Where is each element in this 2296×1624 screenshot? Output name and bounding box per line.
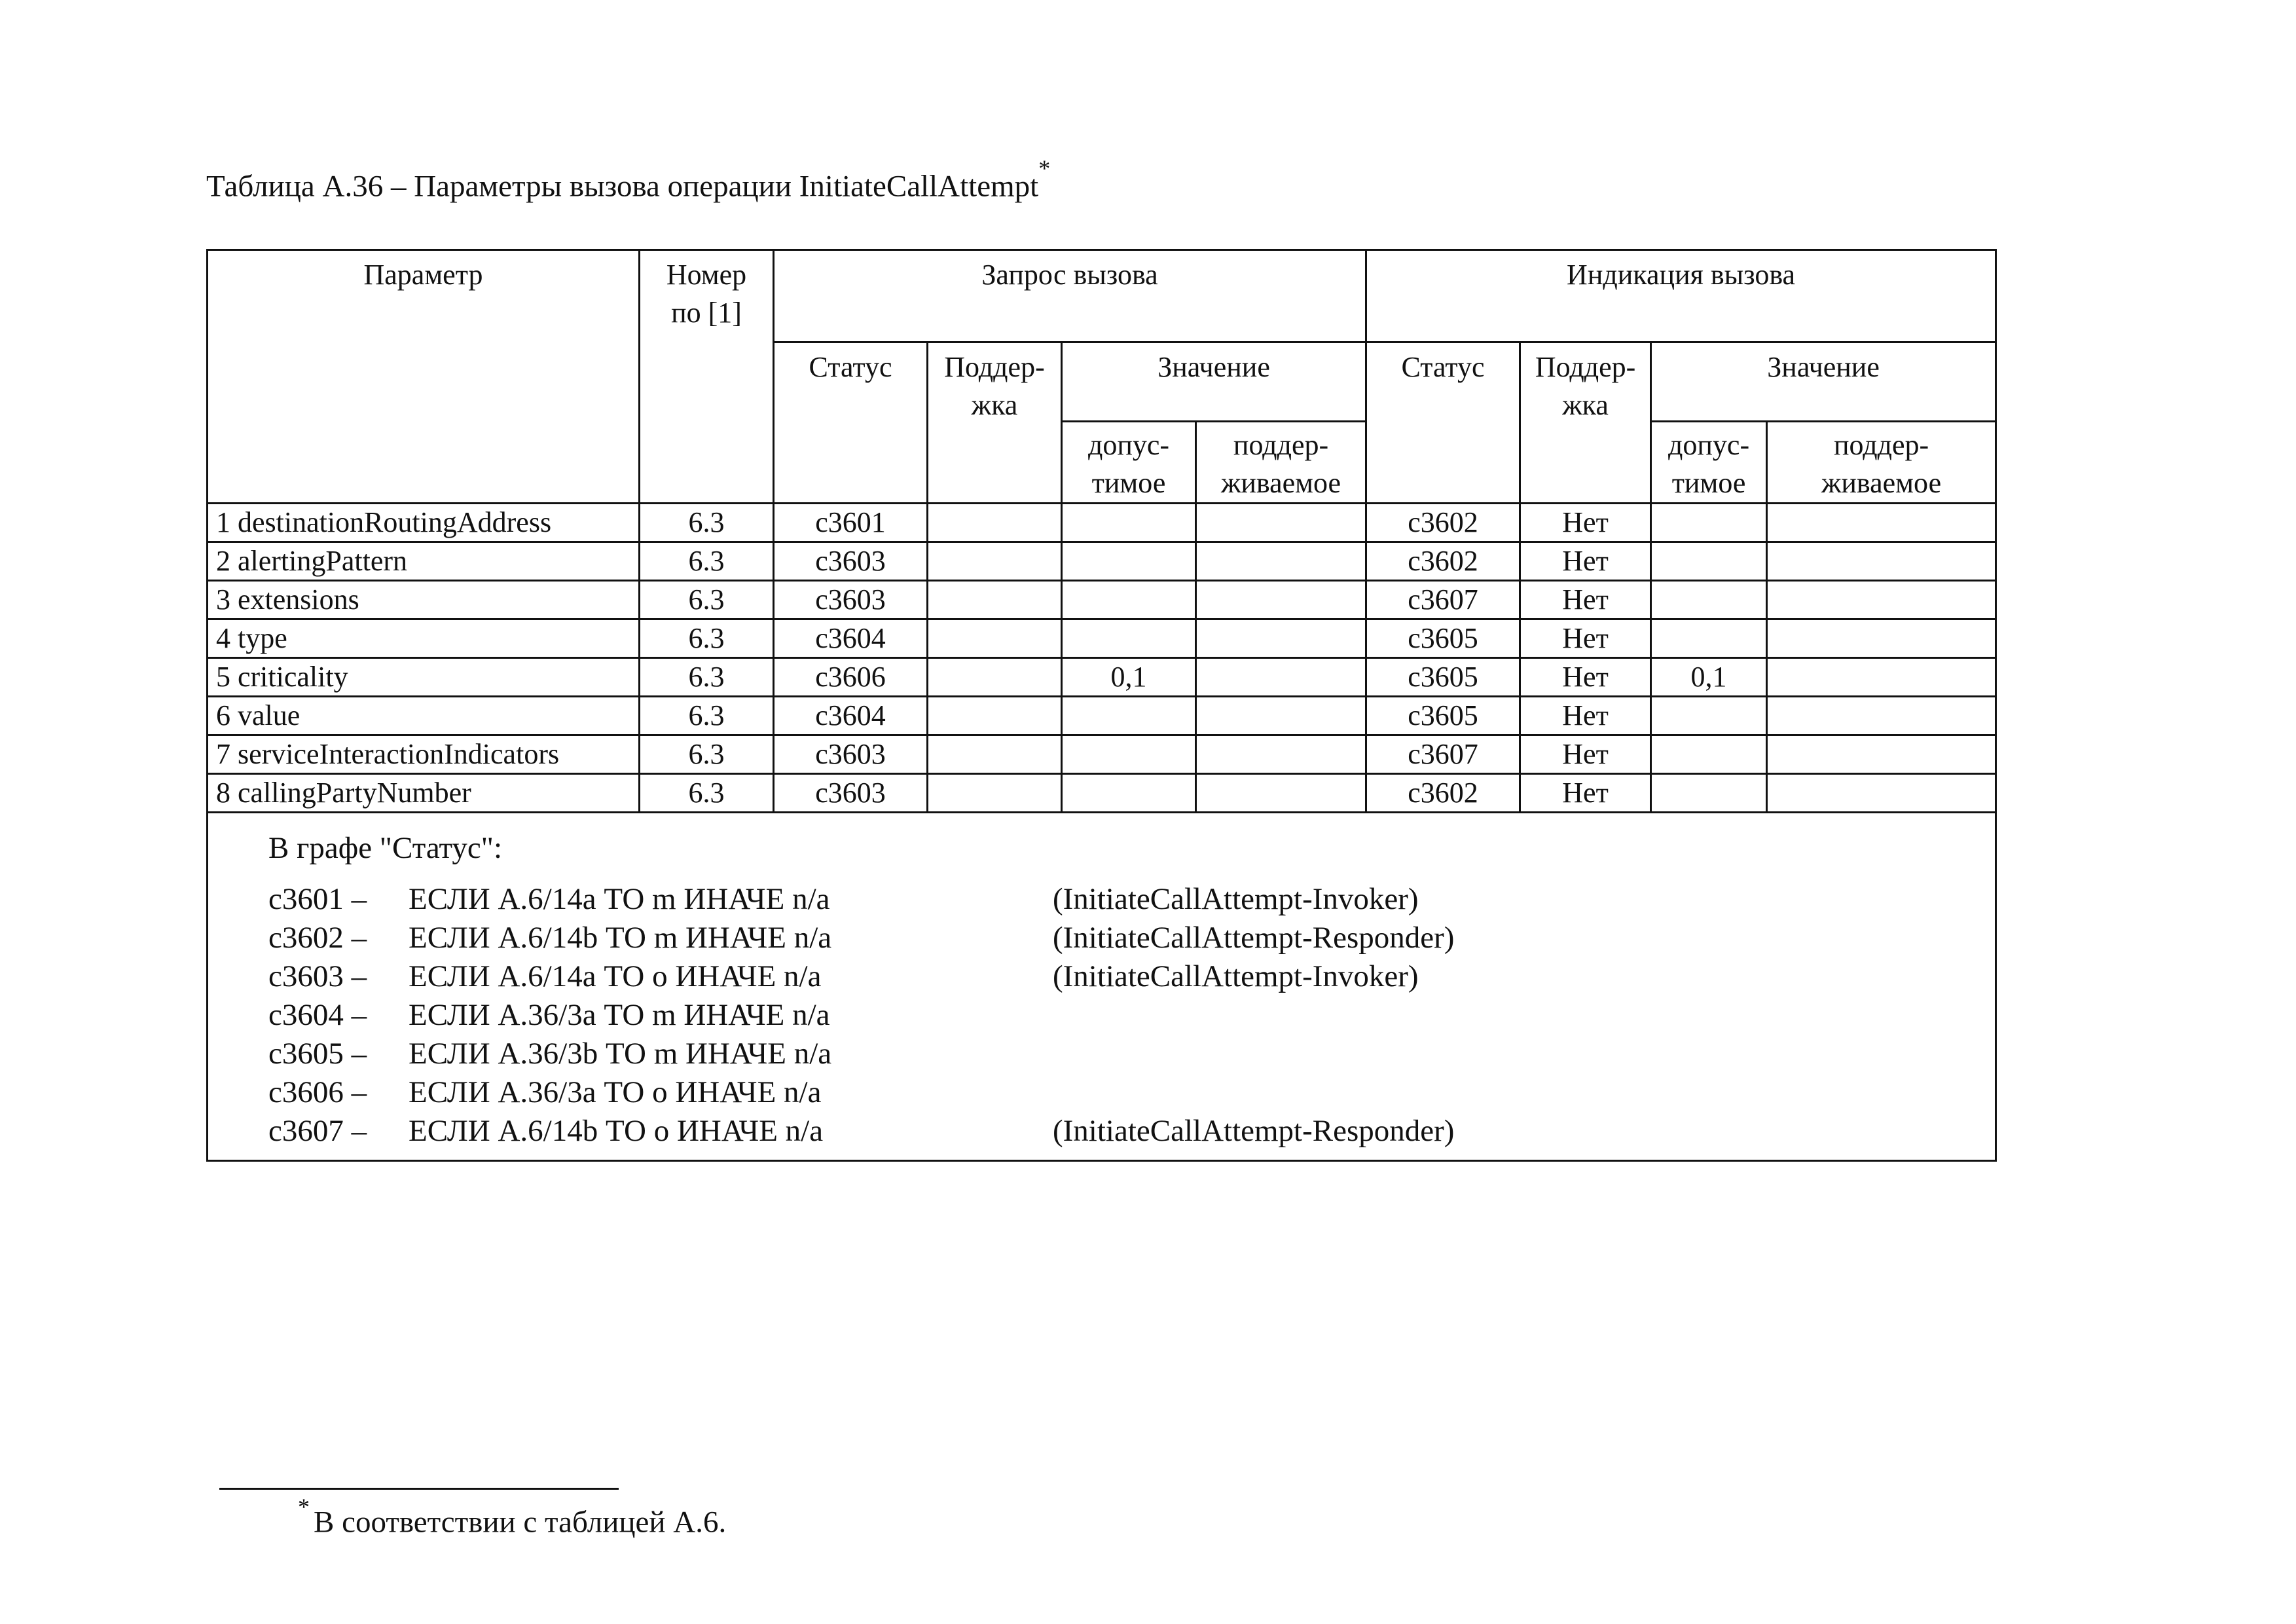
note-role: (InitiateCallAttempt-Responder) <box>1053 1114 1455 1148</box>
indication-supported <box>1767 542 1996 581</box>
request-allowed <box>1062 774 1196 813</box>
note-item <box>208 919 1995 957</box>
note-code: c3605 – <box>268 1037 367 1071</box>
param-ref: 6.3 <box>640 735 774 774</box>
indication-status: c3602 <box>1366 504 1520 542</box>
note-item <box>208 1112 1995 1151</box>
indication-allowed <box>1651 581 1767 619</box>
note-code: c3601 – <box>268 882 367 916</box>
note-condition: ЕСЛИ А.36/3b ТО m ИНАЧЕ n/a <box>409 1037 832 1071</box>
note-code: c3603 – <box>268 959 367 993</box>
request-support <box>928 581 1062 619</box>
table-row <box>208 658 1996 697</box>
indication-supported <box>1767 619 1996 658</box>
note-item <box>208 1035 1995 1073</box>
note-item <box>208 957 1995 996</box>
footnote-separator <box>219 1488 619 1490</box>
param-ref: 6.3 <box>640 658 774 697</box>
note-condition: ЕСЛИ А.36/3a ТО m ИНАЧЕ n/a <box>409 998 830 1032</box>
header-request-support: Поддер- жка <box>928 342 1062 504</box>
request-allowed <box>1062 619 1196 658</box>
request-allowed: 0,1 <box>1062 658 1196 697</box>
request-support <box>928 697 1062 735</box>
header-call-request: Запрос вызова <box>774 250 1366 342</box>
indication-supported <box>1767 697 1996 735</box>
header-request-status: Статус <box>774 342 928 504</box>
request-status: c3603 <box>774 542 928 581</box>
indication-status: c3607 <box>1366 735 1520 774</box>
indication-status: c3602 <box>1366 774 1520 813</box>
request-status: c3603 <box>774 774 928 813</box>
indication-support: Нет <box>1520 619 1651 658</box>
table-row <box>208 619 1996 658</box>
request-supported <box>1196 619 1366 658</box>
request-supported <box>1196 504 1366 542</box>
indication-allowed <box>1651 504 1767 542</box>
note-item <box>208 1073 1995 1112</box>
indication-support: Нет <box>1520 697 1651 735</box>
param-name: 2 alertingPattern <box>208 542 640 581</box>
indication-support: Нет <box>1520 581 1651 619</box>
indication-supported <box>1767 658 1996 697</box>
request-status: c3603 <box>774 735 928 774</box>
indication-supported <box>1767 504 1996 542</box>
table-row <box>208 581 1996 619</box>
header-request-supported: поддер- живаемое <box>1196 422 1366 504</box>
param-name: 6 value <box>208 697 640 735</box>
caption-footnote-mark: * <box>1038 155 1051 181</box>
indication-supported <box>1767 581 1996 619</box>
indication-allowed <box>1651 619 1767 658</box>
header-indication-supported: поддер- живаемое <box>1767 422 1996 504</box>
indication-status: c3605 <box>1366 619 1520 658</box>
header-parameter: Параметр <box>208 250 640 504</box>
indication-status: c3605 <box>1366 658 1520 697</box>
indication-supported <box>1767 774 1996 813</box>
footnote <box>298 1494 727 1540</box>
table-row <box>208 774 1996 813</box>
note-condition: ЕСЛИ А.6/14a ТО o ИНАЧЕ n/a <box>409 959 822 993</box>
request-allowed <box>1062 697 1196 735</box>
request-status: c3601 <box>774 504 928 542</box>
indication-allowed: 0,1 <box>1651 658 1767 697</box>
footnote-text: В соответствии с таблицей А.6. <box>314 1505 727 1540</box>
param-ref: 6.3 <box>640 697 774 735</box>
indication-status: c3607 <box>1366 581 1520 619</box>
param-ref: 6.3 <box>640 542 774 581</box>
indication-allowed <box>1651 697 1767 735</box>
param-name: 3 extensions <box>208 581 640 619</box>
header-call-indication: Индикация вызова <box>1366 250 1996 342</box>
caption-text: Таблица А.36 – Параметры вызова операции InitiateCallAttempt <box>206 169 1039 204</box>
note-code: c3606 – <box>268 1075 367 1109</box>
indication-status: c3605 <box>1366 697 1520 735</box>
request-support <box>928 504 1062 542</box>
request-supported <box>1196 658 1366 697</box>
indication-support: Нет <box>1520 735 1651 774</box>
param-ref: 6.3 <box>640 619 774 658</box>
request-supported <box>1196 542 1366 581</box>
request-supported <box>1196 735 1366 774</box>
indication-support: Нет <box>1520 542 1651 581</box>
header-indication-allowed: допус- тимое <box>1651 422 1767 504</box>
indication-support: Нет <box>1520 658 1651 697</box>
table-row <box>208 504 1996 542</box>
request-allowed <box>1062 542 1196 581</box>
param-name: 4 type <box>208 619 640 658</box>
request-support <box>928 658 1062 697</box>
request-status: c3603 <box>774 581 928 619</box>
request-supported <box>1196 697 1366 735</box>
param-name: 8 callingPartyNumber <box>208 774 640 813</box>
note-condition: ЕСЛИ А.36/3a ТО o ИНАЧЕ n/a <box>409 1075 822 1109</box>
note-code: c3607 – <box>268 1114 367 1148</box>
notes-heading: В графе "Статус": <box>268 831 502 865</box>
request-supported <box>1196 774 1366 813</box>
parameters-table <box>206 249 1997 1162</box>
request-allowed <box>1062 504 1196 542</box>
note-condition: ЕСЛИ А.6/14a ТО m ИНАЧЕ n/a <box>409 882 830 916</box>
request-status: c3604 <box>774 697 928 735</box>
header-indication-status: Статус <box>1366 342 1520 504</box>
note-code: c3602 – <box>268 921 367 955</box>
request-support <box>928 774 1062 813</box>
note-item <box>208 996 1995 1035</box>
request-support <box>928 735 1062 774</box>
param-ref: 6.3 <box>640 504 774 542</box>
note-condition: ЕСЛИ А.6/14b ТО m ИНАЧЕ n/a <box>409 921 832 955</box>
request-status: c3604 <box>774 619 928 658</box>
request-allowed <box>1062 581 1196 619</box>
indication-allowed <box>1651 774 1767 813</box>
header-indication-support: Поддер- жка <box>1520 342 1651 504</box>
header-indication-value: Значение <box>1651 342 1996 422</box>
param-name: 5 criticality <box>208 658 640 697</box>
request-allowed <box>1062 735 1196 774</box>
table-row <box>208 697 1996 735</box>
indication-allowed <box>1651 542 1767 581</box>
footnote-mark: * <box>298 1494 310 1520</box>
indication-supported <box>1767 735 1996 774</box>
table-caption <box>206 155 1051 204</box>
table-row <box>208 542 1996 581</box>
header-request-value: Значение <box>1062 342 1366 422</box>
request-status: c3606 <box>774 658 928 697</box>
note-role: (InitiateCallAttempt-Invoker) <box>1053 959 1419 993</box>
indication-status: c3602 <box>1366 542 1520 581</box>
indication-allowed <box>1651 735 1767 774</box>
header-number: Номер по [1] <box>640 250 774 504</box>
indication-support: Нет <box>1520 774 1651 813</box>
note-condition: ЕСЛИ А.6/14b ТО o ИНАЧЕ n/a <box>409 1114 824 1148</box>
indication-support: Нет <box>1520 504 1651 542</box>
note-role: (InitiateCallAttempt-Invoker) <box>1053 882 1419 916</box>
request-supported <box>1196 581 1366 619</box>
note-item <box>208 880 1995 919</box>
table-row <box>208 735 1996 774</box>
param-name: 7 serviceInteractionIndicators <box>208 735 640 774</box>
param-ref: 6.3 <box>640 581 774 619</box>
param-ref: 6.3 <box>640 774 774 813</box>
note-code: c3604 – <box>268 998 367 1032</box>
header-request-allowed: допус- тимое <box>1062 422 1196 504</box>
request-support <box>928 542 1062 581</box>
status-notes <box>208 813 1996 1161</box>
request-support <box>928 619 1062 658</box>
param-name: 1 destinationRoutingAddress <box>208 504 640 542</box>
note-role: (InitiateCallAttempt-Responder) <box>1053 921 1455 955</box>
